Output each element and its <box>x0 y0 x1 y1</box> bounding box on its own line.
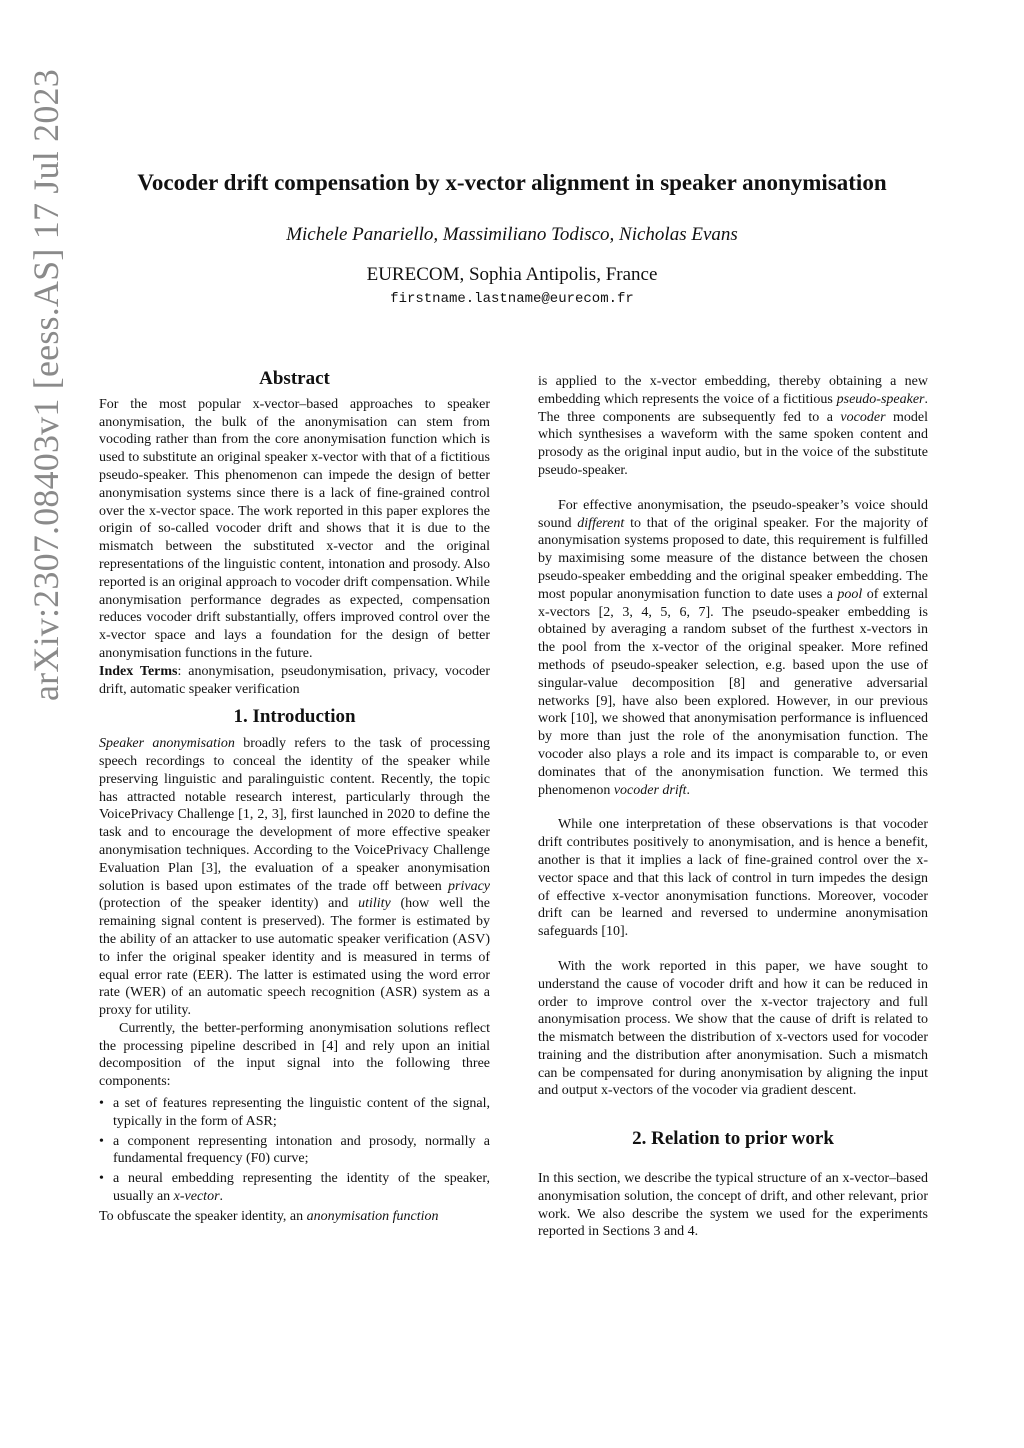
paper-title: Vocoder drift compensation by x-vector alignment in speaker anonymisation <box>137 170 887 195</box>
list-item <box>99 1170 490 1206</box>
intro-paragraph-5: While one interpretation of these observations is that vocoder drift contributes positively to anonymisation, and is hence a benefit, another is that it implies a lack of fine-grained control over the x-vector space and that this lack of control in turn impedes the design of effective x-vector anonymisation functions. Moreover, vocoder drift can be learned and reversed to undermine anonymisation safeguards [10]. <box>538 817 928 940</box>
intro-paragraph-4 <box>538 497 928 800</box>
arxiv-stamp-text: arXiv:2307.08403v1 [eess.AS] 17 Jul 2023 <box>26 69 66 701</box>
term-pool: pool <box>837 586 863 602</box>
prior-work-paragraph-1: In this section, we describe the typical structure of an x-vector–based anonymisation solution, the concept of drift, and other relevant, prior work. We also describe the system we used for the experiments reported in Sections 3 and 4. <box>538 1171 928 1240</box>
text-run: of external x-vectors [2, 3, 4, 5, 6, 7]. The pseudo-speaker embedding is obtained by averaging a random subset of the furthest x-vectors in the pool from the x-vector of the original speaker. More refined methods of pseudo-speaker selection, e.g. based upon the use of singular-value decomposition [8] and generative adversarial networks [9], have also been explored. However, in our previous work [10], we showed that anonymisation performance is influenced by more than just the role of the anonymisation function. The vocoder also plays a role and its impact is comparable to, or even dominates that of the anonymisation function. We termed this phenomenon <box>538 586 928 798</box>
section-1-heading: 1. Introduction <box>233 706 356 728</box>
index-terms-list: : anonymisation, pseudonymisation, privacy, vocoder drift, automatic speaker verification <box>99 663 490 697</box>
abstract-text: For the most popular x-vector–based approaches to speaker anonymisation, the bulk of the anonymisation can stem from vocoding rather than from the core anonymisation function which is used to substitute an original speaker x-vector with that of a fictitious pseudo-speaker. This phenomenon can impede the design of better anonymisation systems since there is a lack of fine-grained control over the x-vector space. The work reported in this paper explores the origin of so-called vocoder drift and shows that it is due to the mismatch between the substituted x-vector and the original representations of the linguistic content, intonation and prosody. Also reported is an original approach to vocoder drift compensation. While anonymisation performance degrades as expected, compensation reduces vocoder drift substantially, offers improved control over the x-vector space and lays a foundation for the design of better anonymisation functions in the future. <box>99 396 490 661</box>
abstract-heading: Abstract <box>259 368 330 389</box>
author-list: Michele Panariello, Massimiliano Todisco, Nicholas Evans <box>286 224 738 245</box>
email-address: firstname.lastname@eurecom.fr <box>390 291 634 307</box>
term-speaker-anonymisation: Speaker anonymisation <box>99 736 235 752</box>
text-run: a neural embedding representing the identity of the speaker, usually an <box>113 1171 490 1205</box>
text-run: . The three components are subsequently fed to a <box>538 391 928 425</box>
text-run: . <box>219 1189 224 1205</box>
text-run: model which synthesises a waveform with the same spoken content and prosody as the original input audio, but in the voice of the substitute pseudo-speaker. <box>538 409 928 478</box>
right-column <box>538 373 928 1293</box>
intro-paragraph-3 <box>99 1208 490 1226</box>
index-terms <box>99 663 490 699</box>
text-run: (protection of the speaker identity) and <box>99 896 359 912</box>
affiliation: EURECOM, Sophia Antipolis, France <box>366 264 658 285</box>
section-2-heading: 2. Relation to prior work <box>632 1128 834 1150</box>
text-run: to that of the original speaker. For the majority of anonymisation systems proposed to date, this requirement is fulfilled by maximising some measure of the distance between the chosen pseudo-speaker embedding and the original speaker embedding. The most popular anonymisation function to date uses a <box>538 515 928 602</box>
term-vocoder-drift: vocoder drift <box>613 782 687 798</box>
text-run: To obfuscate the speaker identity, an <box>99 1208 307 1224</box>
term-privacy: privacy <box>448 878 490 894</box>
term-pseudo-speaker: pseudo-speaker <box>836 391 925 407</box>
term-different: different <box>577 515 625 531</box>
text-run: (how well the remaining signal content is preserved). The former is estimated by the ability of an attacker to use automatic speaker verification (ASV) to infer the original speaker identity and is measured in terms of equal error rate (EER). The latter is estimated using the word error rate (WER) of an automatic speech recognition (ASR) system as a proxy for utility. <box>99 896 490 1019</box>
term-x-vector: x-vector <box>173 1189 220 1205</box>
term-vocoder: vocoder <box>840 409 886 425</box>
intro-paragraph-1 <box>99 735 490 1020</box>
text-run: broadly refers to the task of processing speech recordings to conceal the identity of the speaker while preserving linguistic and paralinguistic content. Recently, the topic has attracted notable research interest, particularly through the VoicePrivacy Challenge [1, 2, 3], first launched in 2020 to define the task and to encourage the development of more effective speaker anonymisation techniques. According to the VoicePrivacy Challenge Evaluation Plan [3], the evaluation of a speaker anonymisation solution is based upon estimates of the trade off between <box>99 736 490 894</box>
arxiv-stamp <box>10 69 80 703</box>
intro-paragraph-3-cont <box>538 373 928 480</box>
left-column <box>99 367 490 1287</box>
term-utility: utility <box>358 896 391 912</box>
intro-paragraph-2: Currently, the better-performing anonymisation solutions reflect the processing pipeline described in [4] and rely upon an initial decomposition of the input signal into the following three components: <box>99 1020 490 1090</box>
text-run: For effective anonymisation, the pseudo-speaker’s voice should sound <box>538 497 928 531</box>
index-terms-label: Index Terms <box>99 663 178 679</box>
text-run: is applied to the x-vector embedding, thereby obtaining a new embedding which represents the voice of a fictitious <box>538 374 928 407</box>
list-item: • a set of features representing the linguistic content of the signal, typically in the form of ASR; <box>99 1095 490 1131</box>
text-run: . <box>686 782 691 798</box>
intro-paragraph-6: With the work reported in this paper, we have sought to understand the cause of vocoder drift and how it can be reduced in order to improve control over the x-vector trajectory and full anonymisation process. We show that the cause of drift is related to the mismatch between the distribution of x-vectors used for vocoder training and the distribution after anonymisation. Such a mismatch can be compensated for during anonymisation by aligning the input and output x-vectors of the vocoder via gradient descent. <box>538 958 928 1099</box>
component-list <box>99 1095 490 1206</box>
term-anonymisation-function: anonymisation function <box>306 1208 439 1224</box>
list-item: • a component representing intonation and prosody, normally a fundamental frequency (F0) curve; <box>99 1133 490 1169</box>
